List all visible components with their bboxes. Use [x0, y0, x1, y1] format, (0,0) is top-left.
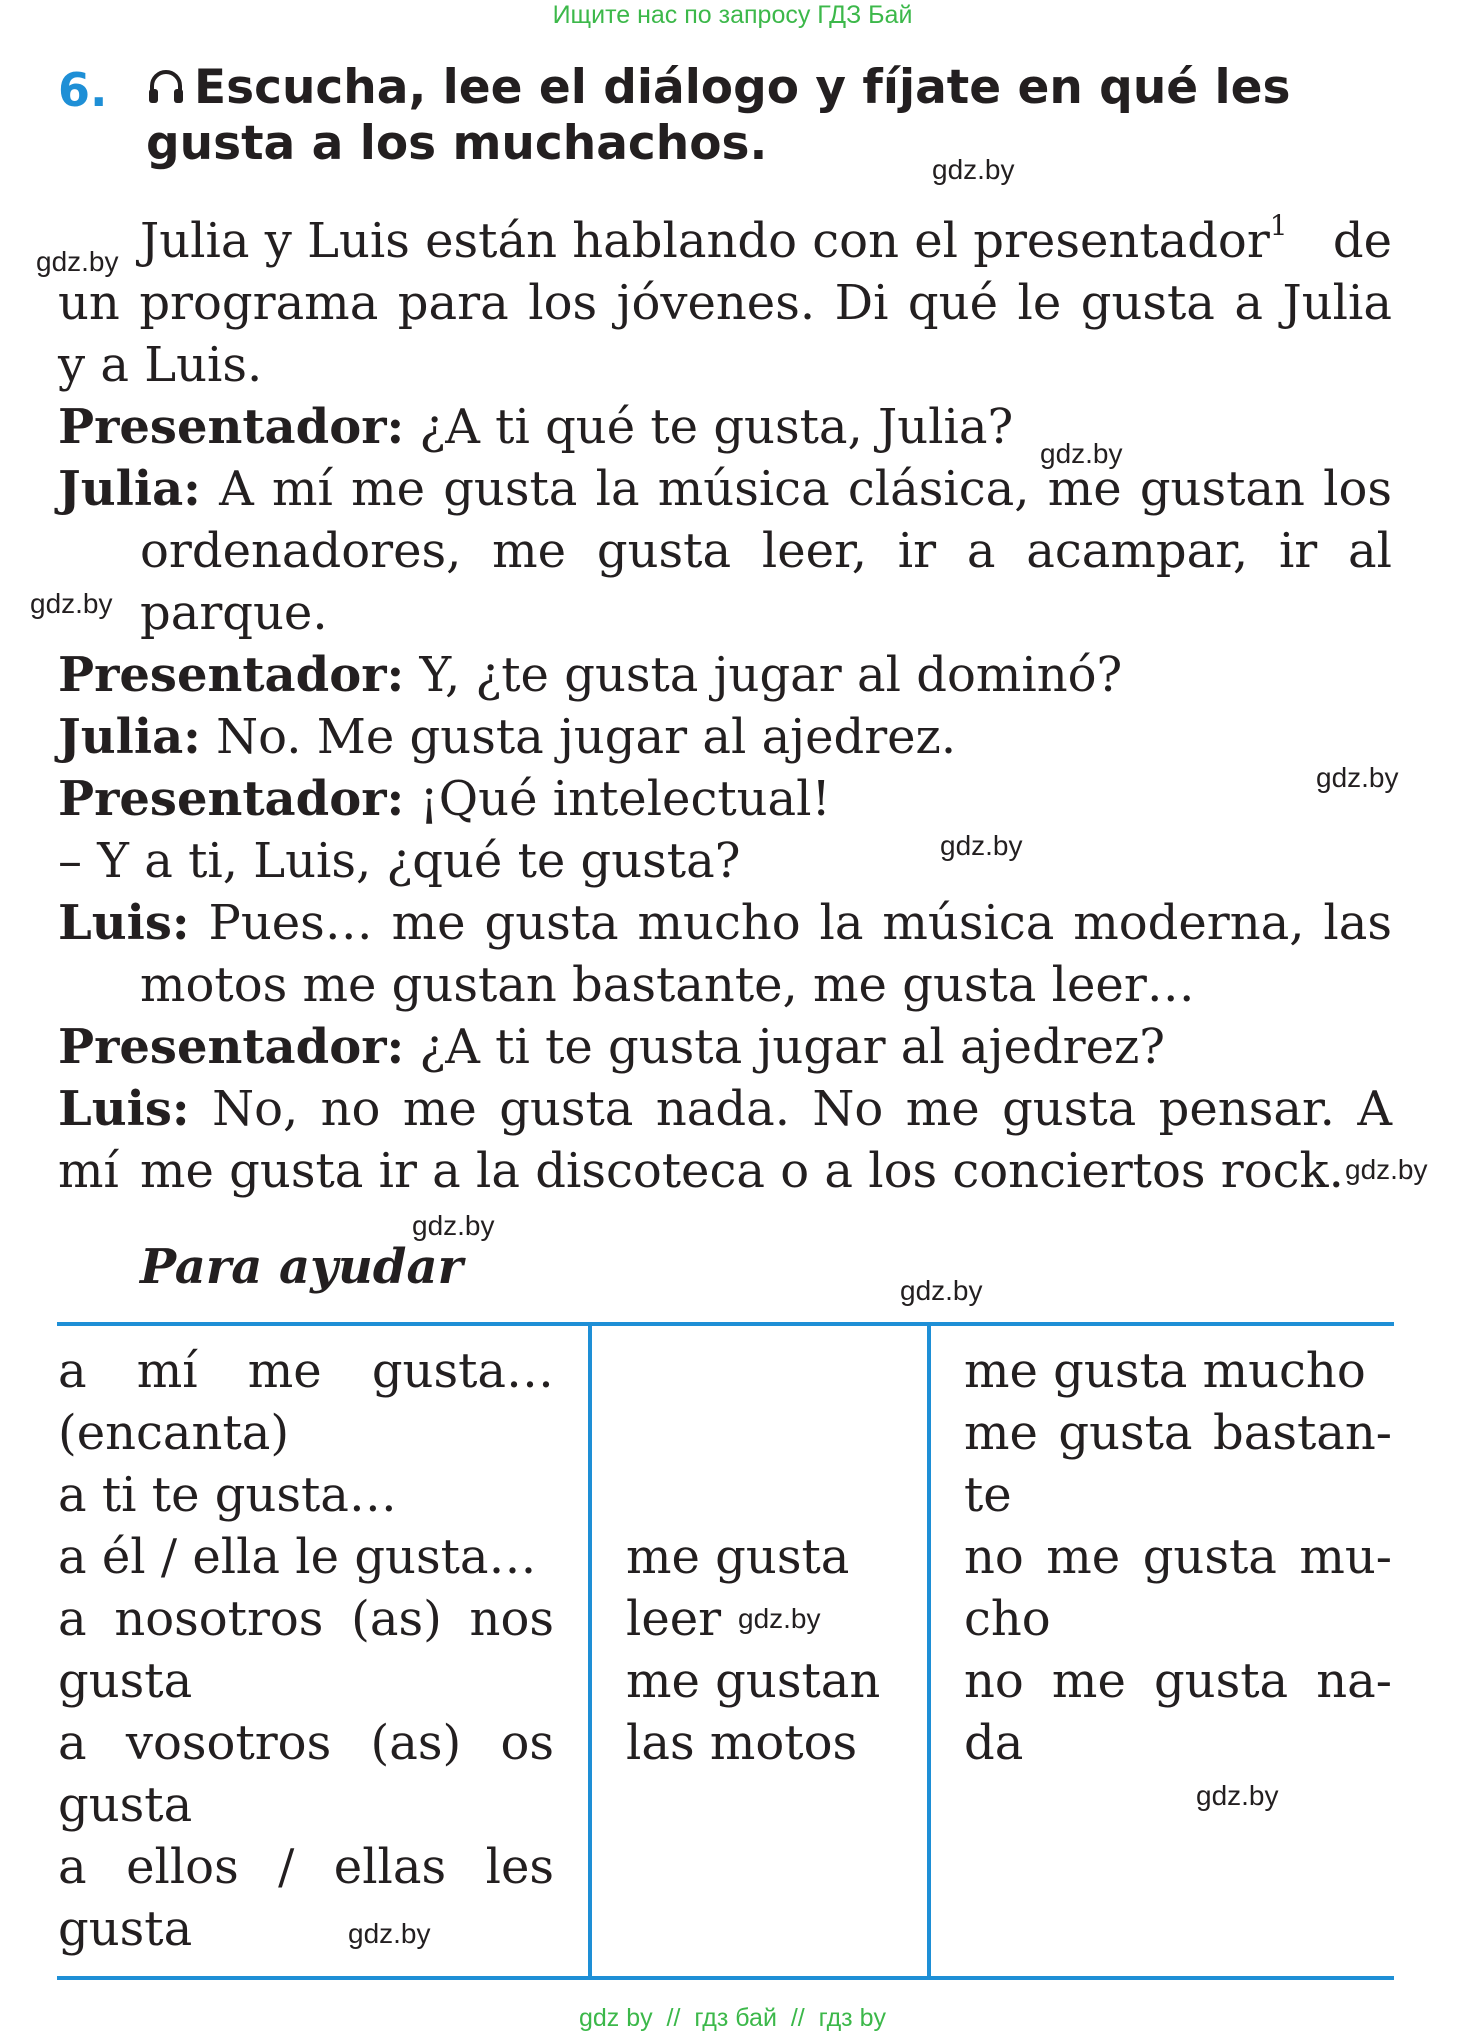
- help-col1-item: a mí me gusta…: [58, 1343, 554, 1399]
- dialogue-text: ¿A ti te gusta jugar al ajedrez?: [419, 1019, 1166, 1075]
- footnote-mark: 1: [1269, 209, 1288, 242]
- help-col1-item: a él / ella le gusta…: [58, 1529, 537, 1585]
- dialogue-text: No. Me gusta jugar al ajedrez.: [216, 709, 957, 765]
- table-divider-2: [927, 1324, 931, 1978]
- dialogue-text: ¡Qué intelectual!: [419, 771, 831, 827]
- dialogue-line: [58, 458, 1392, 520]
- exercise-title: [146, 60, 1391, 172]
- speaker-label: Presentador:: [58, 647, 405, 703]
- watermark: gdz.by: [348, 1918, 431, 1949]
- help-col3-item: da: [964, 1715, 1024, 1771]
- help-col1-item: a ti te gusta…: [58, 1467, 397, 1523]
- help-col3-item: no me gusta mu-: [964, 1529, 1392, 1585]
- help-col1-item: gusta: [58, 1653, 193, 1709]
- watermark: gdz.by: [932, 154, 1015, 185]
- speaker-label: Presentador:: [58, 1019, 405, 1075]
- exercise-title-text: Escucha, lee el diálogo y fíjate en qué les gusta a los muchachos.: [146, 60, 1291, 171]
- dialogue-text: ¿A ti qué te gusta, Julia?: [419, 399, 1014, 455]
- intro-line-3: y a Luis.: [58, 337, 263, 393]
- speaker-label: Luis:: [58, 895, 190, 951]
- intro-line-1-end: de: [1332, 213, 1392, 269]
- help-col3-item: te: [964, 1467, 1012, 1523]
- watermark: gdz.by: [1316, 762, 1399, 793]
- help-col2-item: leer: [626, 1591, 722, 1647]
- site-note: Ищите нас по запросу ГДЗ Бай: [552, 1, 913, 29]
- watermark: gdz.by: [30, 588, 113, 619]
- help-col1-item: a ellos / ellas les: [58, 1839, 554, 1895]
- watermark: gdz.by: [412, 1210, 495, 1241]
- dialogue-line: [58, 892, 1392, 954]
- intro-line-2: un programa para los jóvenes. Di qué le gusta a Julia: [58, 275, 1392, 331]
- help-col1-item: a vosotros (as) os: [58, 1715, 554, 1771]
- table-top-rule: [57, 1322, 1394, 1326]
- intro-line-1: Julia y Luis están hablando con el presentador$^1$ de: [140, 210, 1392, 272]
- speaker-label: Presentador:: [58, 399, 405, 455]
- dialogue-line: [58, 1016, 1392, 1078]
- help-col1-item: gusta: [58, 1901, 193, 1957]
- speaker-label: Julia:: [58, 461, 201, 517]
- watermark: gdz.by: [900, 1275, 983, 1306]
- help-col2-item: me gusta: [626, 1529, 850, 1585]
- dialogue-continuation: me gusta ir a la discoteca o a los conciertos rock.: [140, 1143, 1344, 1199]
- dialogue-text: Y, ¿te gusta jugar al dominó?: [419, 647, 1123, 703]
- headphones-icon: [146, 67, 186, 107]
- speaker-label: Julia:: [58, 709, 201, 765]
- watermark: gdz.by: [1345, 1154, 1428, 1185]
- dialogue-text: No, no me gusta nada. No me gusta pensar. A mí: [58, 1081, 1392, 1199]
- dialogue-text: Pues… me gusta mucho la música moderna, las: [208, 895, 1392, 951]
- help-col3-item: cho: [964, 1591, 1051, 1647]
- help-col1-item: (encanta): [58, 1405, 290, 1461]
- help-col1-item: gusta: [58, 1777, 193, 1833]
- watermark: gdz.by: [940, 830, 1023, 861]
- speaker-label: Presentador:: [58, 771, 405, 827]
- help-col2-item: las motos: [626, 1715, 858, 1771]
- watermark: gdz.by: [36, 246, 119, 277]
- help-title: Para ayudar: [140, 1239, 463, 1295]
- dialogue-line: [58, 830, 1392, 892]
- table-divider-1: [588, 1324, 592, 1978]
- dialogue-continuation: parque.: [140, 585, 328, 641]
- watermark: gdz.by: [738, 1603, 821, 1634]
- dialogue-continuation: ordenadores, me gusta leer, ir a acampar, ir al: [140, 523, 1392, 579]
- dialogue-line: [58, 768, 1392, 830]
- help-col1-item: a nosotros (as) nos: [58, 1591, 554, 1647]
- dialogue-line: [58, 396, 1392, 458]
- footer-note: gdz by // гдз бай // гдз by: [578, 2004, 886, 2032]
- dialogue-text: – Y a ti, Luis, ¿qué te gusta?: [58, 833, 741, 889]
- exercise-number: 6.: [58, 63, 108, 117]
- watermark: gdz.by: [1196, 1780, 1279, 1811]
- help-col2-item: me gustan: [626, 1653, 881, 1709]
- dialogue-continuation: motos me gustan bastante, me gusta leer…: [140, 957, 1195, 1013]
- help-col3-item: no me gusta na-: [964, 1653, 1392, 1709]
- watermark: gdz.by: [1040, 438, 1123, 469]
- help-col3-item: me gusta mucho: [964, 1343, 1366, 1399]
- dialogue-line: [58, 706, 1392, 768]
- table-bottom-rule: [57, 1976, 1394, 1980]
- dialogue-line: [58, 644, 1392, 706]
- help-col3-item: me gusta bastan-: [964, 1405, 1392, 1461]
- dialogue-text: A mí me gusta la música clásica, me gustan los: [219, 461, 1393, 517]
- speaker-label: Luis:: [58, 1081, 190, 1137]
